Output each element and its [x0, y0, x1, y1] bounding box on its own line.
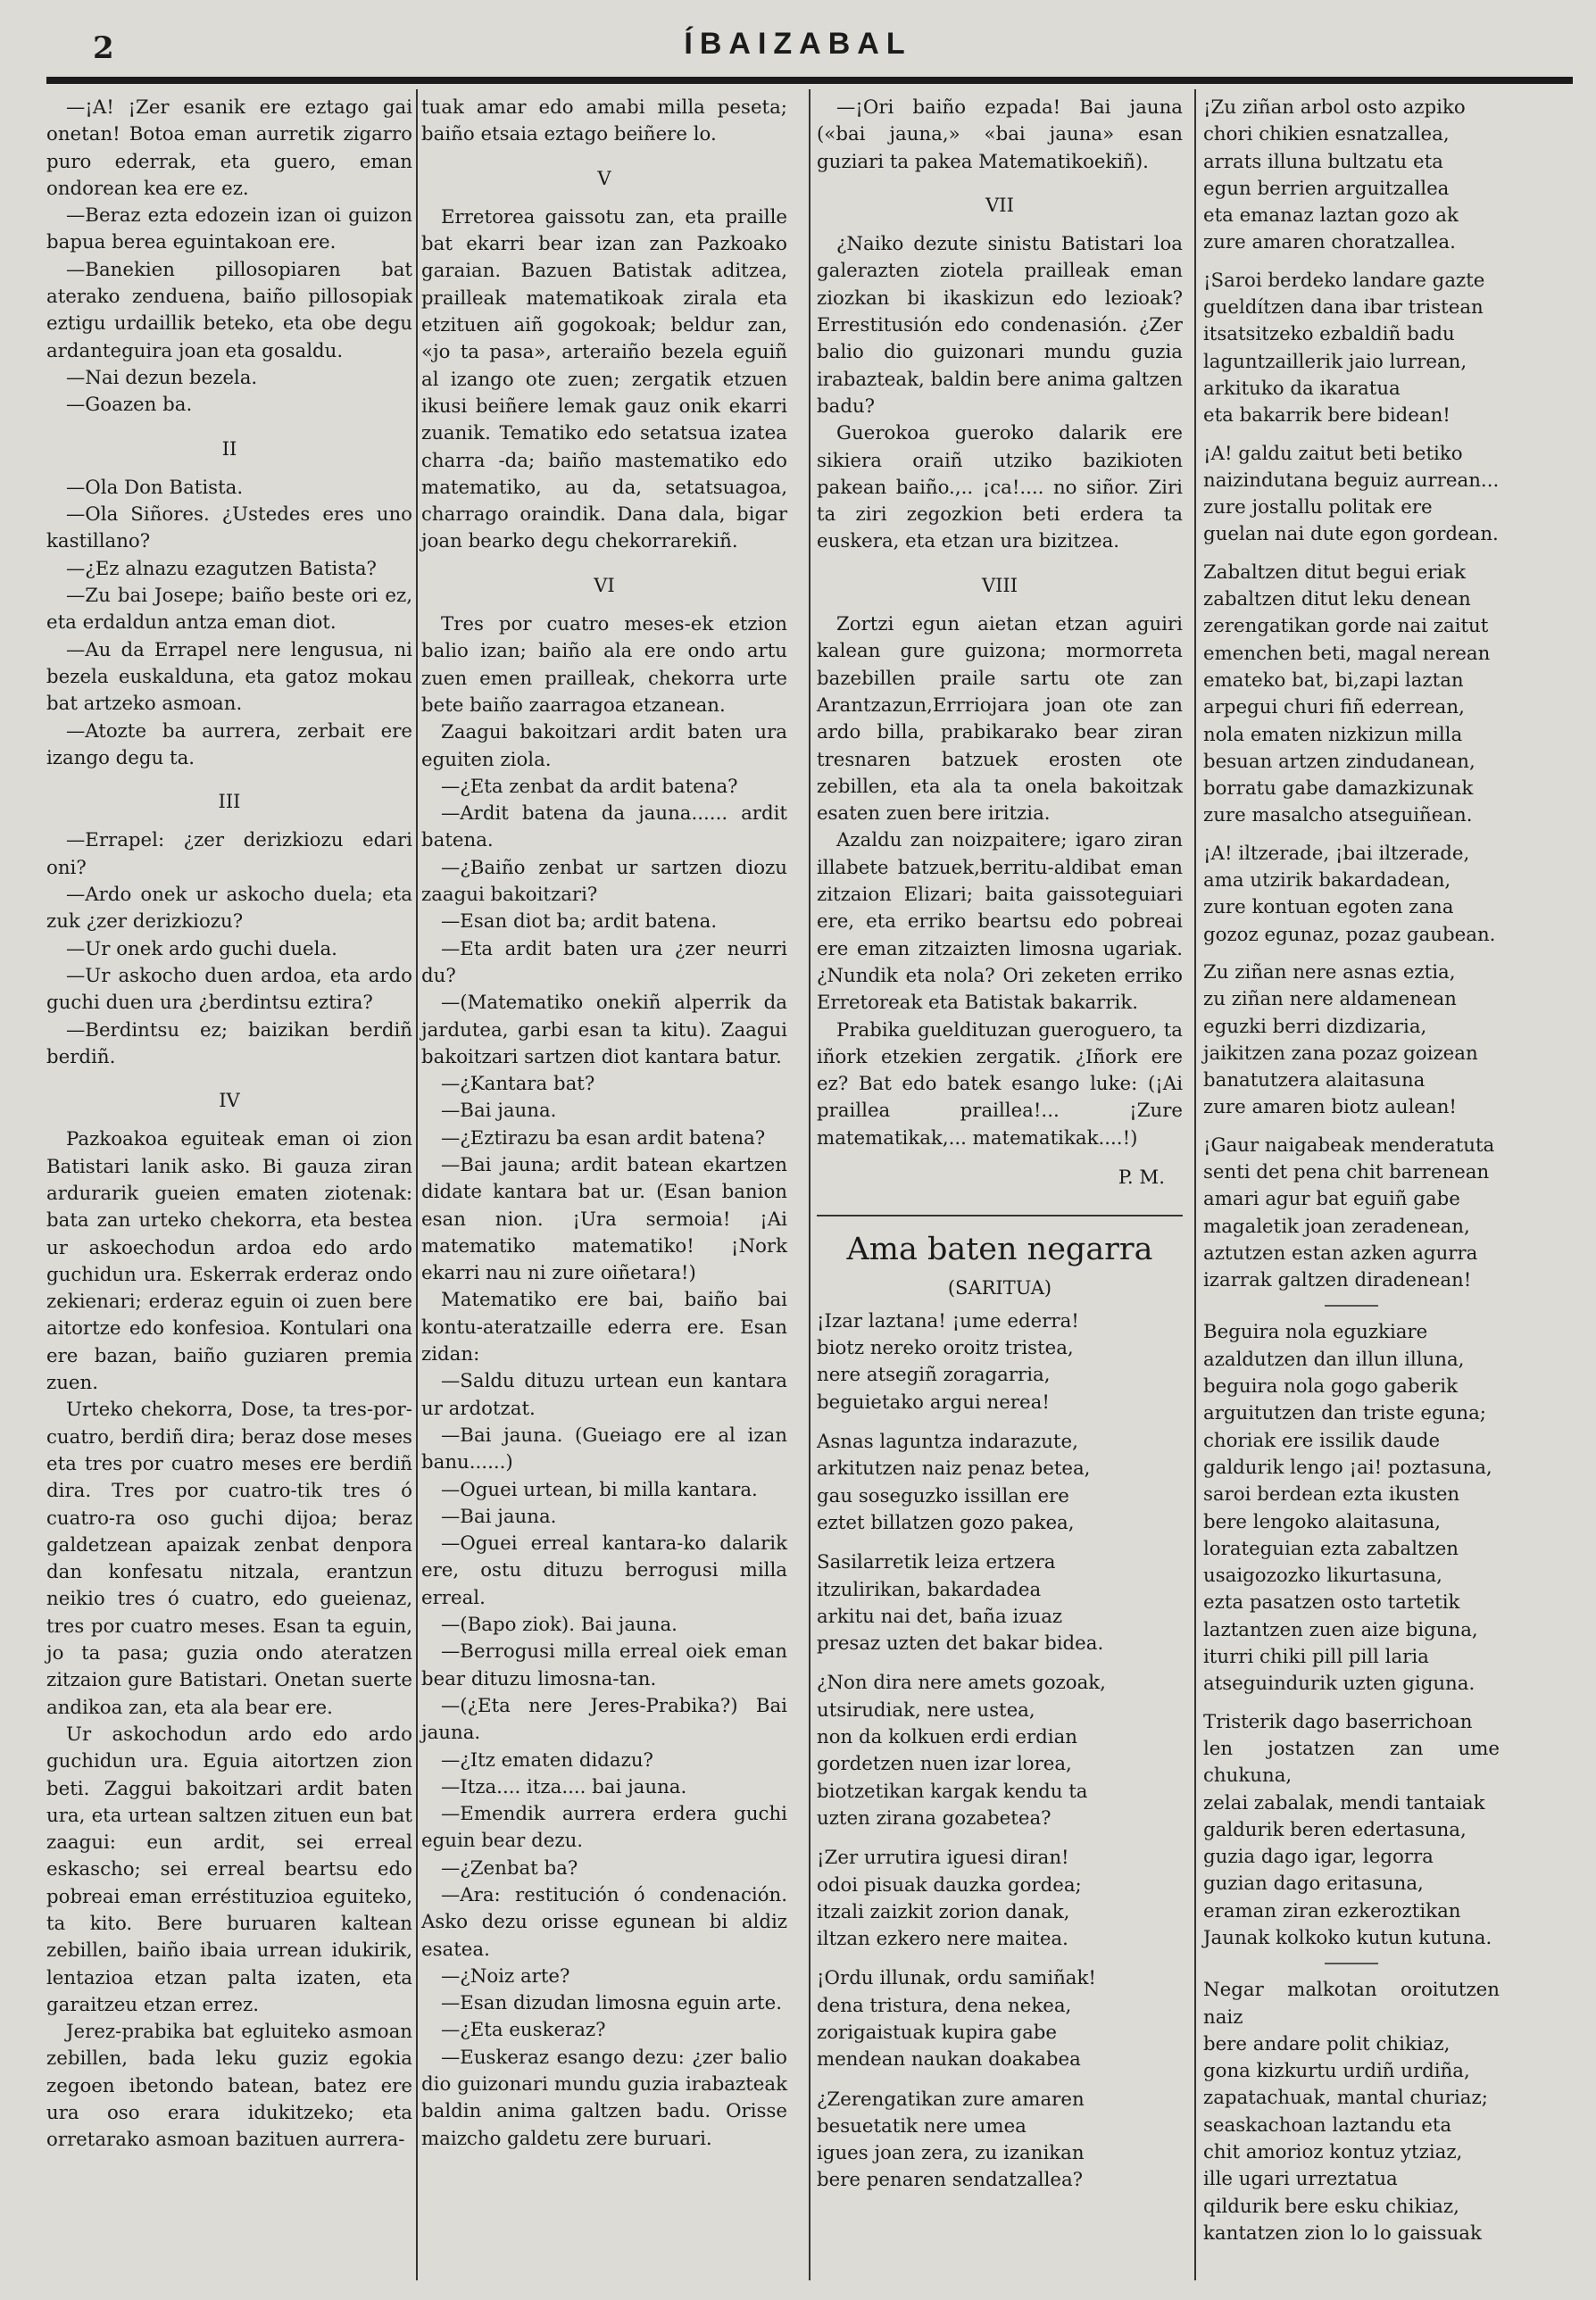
stanza	[817, 1845, 1183, 1953]
verse-line: besuetatik nere umea	[817, 2114, 1027, 2138]
masthead: ÍBAIZABAL	[684, 27, 912, 61]
verse-line: non da kolkuen erdi erdian	[817, 1726, 1078, 1749]
verse-line: nere atsegiñ zoragarria,	[817, 1364, 1051, 1387]
paragraph: —¿Ez alnazu ezagutzen Batista?	[66, 557, 377, 580]
verse-line: bere penaren sendatzallea?	[817, 2169, 1084, 2192]
paragraph: —Ardo onek ur askocho duela; eta zuk ¿zer derizkiozu?	[46, 884, 412, 934]
paragraph: —Zu bai Josepe; baiño beste ori ez, eta erdaldun antza eman diot.	[46, 585, 412, 635]
verse-line: Asnas laguntza indarazute,	[817, 1431, 1078, 1454]
paragraph: —(Matematiko onekiñ alperrik da jardutea, garbi esan ta kitu). Zaagui bakoitzari sartzen diot kantara batur.	[421, 992, 787, 1068]
verse-line: ¡Gaur naigabeak menderatuta	[1203, 1133, 1495, 1157]
verse-line: Zu ziñan nere asnas eztia,	[1203, 960, 1456, 984]
paragraph: —Bai jauna; ardit batean ekartzen didate kantara bat ur. (Esan banion esan nion. ¡Ura sermoia! ¡Ai matematiko matematiko! ¡Nork ekarri nau ni zure oiñetara!)	[421, 1153, 787, 1285]
verse-line: gordetzen nuen izar lorea,	[817, 1753, 1072, 1776]
verse-line: Sasilarretik leiza ertzera	[817, 1551, 1056, 1574]
verse-line: eraman ziran ezkeroztikan	[1203, 1899, 1461, 1922]
verse-line: galdurik lengo ¡ai! poztasuna,	[1203, 1456, 1492, 1479]
verse-line: arpegui churi fiñ ederrean,	[1203, 696, 1465, 719]
verse-line: itzali zaizkit zorion danak,	[817, 1900, 1070, 1923]
verse-line: besuan artzen zindudanean,	[1203, 750, 1475, 773]
section-rule	[817, 1215, 1183, 1216]
paragraph: —Oguei urtean, bi milla kantara.	[441, 1478, 758, 1501]
verse-line: igues joan zera, zu izanikan	[817, 2142, 1085, 2165]
verse-line: ¿Zerengatikan zure amaren	[817, 2088, 1085, 2111]
verse-line: zu ziñan nere aldamenean	[1203, 988, 1457, 1011]
verse-line: ¡Zer urrutira iguesi diran!	[817, 1847, 1069, 1870]
verse-line: ille ugari urreztatua	[1203, 2168, 1398, 2191]
verse-line: seaskachoan laztandu eta	[1203, 2113, 1452, 2137]
verse-line: saroi berdean ezta ikusten	[1203, 1483, 1460, 1507]
paragraph: —Euskeraz esango dezu: ¿zer balio dio guizonari mundu guzia irabazteak baldin anima galtzen badu. Orisse maizcho galdetu zere buruari.	[421, 2046, 787, 2150]
verse-line: guzian dago eritasuna,	[1203, 1872, 1424, 1896]
stanza	[1203, 959, 1500, 1122]
stanza	[817, 1670, 1183, 1832]
verse-line: lorateguian ezta zabaltzen	[1203, 1537, 1459, 1560]
verse-line: arguitutzen dan triste eguna;	[1203, 1402, 1486, 1425]
paragraph: —Saldu dituzu urtean eun kantara ur ardotzat.	[421, 1370, 787, 1420]
verse-line: galdurik beren edertasuna,	[1203, 1818, 1467, 1841]
verse-line: mendean naukan doakabea	[817, 2048, 1081, 2072]
verse-line: aztutzen estan azken agurra	[1203, 1241, 1478, 1265]
poem-title: Ama baten negarra	[846, 1232, 1153, 1268]
verse-line: gueldítzen dana ibar tristean	[1203, 296, 1484, 320]
verse-line: eguzki berri dizdizaria,	[1203, 1015, 1427, 1038]
paragraph: —Ardit batena da jauna...... ardit batena.	[421, 802, 787, 852]
paragraph: Prabika gueldituzan gueroguero, ta iñork etzekien zergatik. ¿Iñork ere ez? Bat edo batek esango luke: (¡Ai praillea praillea!... ¡Zure matematikak,... matematikak....!)	[817, 1018, 1183, 1150]
verse-line: beguira nola gogo gaberik	[1203, 1375, 1459, 1399]
column-divider	[416, 89, 418, 2280]
paragraph: —Bai jauna.	[441, 1505, 557, 1528]
section-heading: II	[221, 437, 237, 460]
paragraph: —Esan dizudan limosna eguin arte.	[441, 1992, 782, 2015]
paragraph: —Ur askocho duen ardoa, eta ardo guchi duen ura ¿berdintsu eztira?	[46, 964, 412, 1015]
verse-line: egun berrien arguitzallea	[1203, 177, 1450, 200]
paragraph: ¿Naiko dezute sinistu Batistari loa galerazten ziotela prailleak eman ziozkan bi ikaskizun edo lezioak? Errestitusión edo condenasión. ¿Zer balio dio guizonari mundu guzia irabazteak, baldin bere anima galtzen badu?	[817, 233, 1183, 418]
verse-line: ¡Zu ziñan arbol osto azpiko	[1203, 96, 1466, 119]
paragraph: Urteko chekorra, Dose, ta tres-por-cuatro, berdiñ dira; beraz dose meses eta tres por cuatro meses ere berdiñ dira. Tres por cuatro-tik tres ó cuatro-ra oso guchi dijoa; beraz galdetzean apaizak zenbat denpora dan konfesatu nitzala, erantzun neikio tres ó cuatro, edo gueienaz, tres por cuatro meses. Esan ta eguin, jo ta pasa; guzia ondo ateratzen zitzaion gure Batistari. Onetan suerte andikoa zan, eta ala bear ere.	[46, 1399, 412, 1719]
paragraph: —Ara: restitución ó condenación. Asko dezu orisse egunean bi aldiz esatea.	[421, 1884, 787, 1961]
stanza	[1203, 560, 1500, 830]
verse-line: kantatzen zion lo lo gaissuak	[1203, 2221, 1482, 2245]
stanza-separator	[1325, 1305, 1378, 1307]
verse-line: Beguira nola eguzkiare	[1203, 1321, 1428, 1344]
verse-line: Tristerik dago baserrichoan	[1203, 1710, 1473, 1733]
verse-line: qildurik bere esku chikiaz,	[1203, 2195, 1459, 2218]
paragraph: —¿Noiz arte?	[441, 1964, 570, 1988]
verse-line: ezta pasatzen osto tartetik	[1203, 1591, 1460, 1615]
verse-line: usaigozozko likurtasuna,	[1203, 1565, 1442, 1588]
verse-line: emateko bat, bi,zapi laztan	[1203, 668, 1464, 692]
paragraph: —Ola Don Batista.	[66, 476, 244, 499]
verse-line: chori chikien esnatzallea,	[1203, 123, 1450, 146]
paragraph: —Au da Errapel nere lengusua, ni bezela euskalduna, eta gatoz mokau bat artzeko asmoan.	[46, 638, 412, 716]
verse-line: len jostatzen zan ume chukuna,	[1203, 1737, 1500, 1788]
section-heading: V	[597, 167, 611, 189]
column-2	[421, 95, 787, 2153]
verse-line: zure amaren biotz aulean!	[1203, 1096, 1457, 1119]
paragraph: —¿Kantara bat?	[441, 1073, 595, 1096]
verse-line: gau soseguzko issillan ere	[817, 1484, 1069, 1507]
verse-line: arkitutzen naiz penaz betea,	[817, 1457, 1091, 1481]
verse-line: nola ematen nizkizun milla	[1203, 723, 1463, 746]
paragraph: —Eta ardit baten ura ¿zer neurri du?	[421, 937, 787, 987]
verse-line: Jaunak kolkoko kutun kutuna.	[1203, 1927, 1492, 1949]
paragraph: —¿Eta zenbat da ardit batena?	[441, 775, 738, 798]
paragraph: —Emendik aurrera erdera guchi eguin bear dezu.	[421, 1803, 787, 1853]
paragraph: Pazkoakoa eguiteak eman oi zion Batistari lanik asko. Bi gauza ziran ardurarik gueien ematen ziotenak: bata zan urteko chekorra, eta bestea ur askoechodun ardoa edo ardo guchidun ura. Eskerrak erderaz ondo zekienari; erderaz eguin oi zuen bere aitortze edo konfesioa. Kontulari ona ere bazan, baiño guziaren premia zuen.	[46, 1128, 412, 1395]
section-heading: VI	[594, 574, 615, 596]
stanza	[1203, 95, 1500, 257]
verse-line: magaletik joan zeradenean,	[1203, 1215, 1470, 1238]
paragraph: Zaagui bakoitzari ardit baten ura eguiten ziola.	[421, 721, 787, 771]
signature: P. M.	[1118, 1166, 1165, 1189]
verse-line: gona kizkurtu urdiñ urdiña,	[1203, 2060, 1470, 2083]
verse-line: zabaltzen ditut leku denean	[1203, 588, 1471, 611]
verse-line: ¡Saroi berdeko landare gazte	[1203, 269, 1485, 292]
paragraph: —¿Eta euskeraz?	[441, 2019, 606, 2042]
verse-line: zure kontuan egoten zana	[1203, 896, 1454, 919]
verse-line: guelan nai dute egon gordean.	[1203, 523, 1499, 546]
verse-line: utsirudiak, nere ustea,	[817, 1698, 1035, 1722]
stanza	[1203, 1319, 1500, 1698]
paragraph: —Nai dezun bezela.	[66, 366, 258, 389]
verse-line: dena tristura, dena nekea,	[817, 1994, 1072, 2017]
paragraph: —Errapel: ¿zer derizkiozu edari oni?	[46, 829, 412, 879]
verse-line: zure amaren choratzallea.	[1203, 231, 1456, 254]
verse-line: zorigaistuak kupira gabe	[817, 2022, 1058, 2044]
column-4	[1203, 95, 1500, 2258]
verse-line: naizindutana beguiz aurrean...	[1203, 469, 1500, 492]
column-divider	[1194, 89, 1196, 2280]
paragraph: Erretorea gaissotu zan, eta praille bat ekarri bear izan zan Pazkoako garaian. Bazuen Batistak aditzea, prailleak matematikoak zirala eta etzituen aiñ gogokoak; beldur zan, «jo ta pasa», arteraiño bezela eguiñ al izango ote zuen; zergatik etzuen ikusi beiñere lemak gauz onik ekarri zuanik. Tematiko edo setatsua izatea charra -da; baiño mastematiko edo matematiko, au da, setatsuagoa, charrago oraindik. Dana dala, bigar joan bearko degu chekorrarekiñ.	[421, 205, 787, 553]
poem	[817, 1308, 1183, 2195]
verse-line: eta emanaz laztan gozo ak	[1203, 204, 1459, 228]
column-3	[817, 95, 1183, 2207]
paragraph: —Oguei erreal kantara-ko dalarik ere, ostu dituzu berrogusi milla erreal.	[421, 1532, 787, 1609]
verse-line: arkitu nai det, baña izuaz	[817, 1605, 1063, 1628]
verse-line: choriak ere issilik daude	[1203, 1429, 1441, 1452]
stanza	[1203, 841, 1500, 949]
paragraph: —Ur onek ardo guchi duela.	[66, 937, 337, 960]
stanza	[817, 1308, 1183, 1416]
verse-line: ¡A! galdu zaitut beti betiko	[1203, 442, 1463, 465]
paragraph: —Goazen ba.	[66, 394, 193, 417]
verse-line: itzulirikan, bakardadea	[817, 1578, 1042, 1601]
verse-line: izarrak galtzen diradenean!	[1203, 1269, 1472, 1292]
verse-line: Negar malkotan oroitutzen naiz	[1203, 1979, 1500, 2029]
verse-line: zelai zabalak, mendi tantaiak	[1203, 1791, 1485, 1814]
paragraph: Tres por cuatro meses-ek etzion balio izan; baiño ala ere ondo artu zuen emen prailleak, chekorra urte bete baiño zaarragoa etzanean.	[421, 613, 787, 717]
verse-line: arkituko da ikaratua	[1203, 377, 1401, 400]
verse-line: bere andare polit chikiaz,	[1203, 2032, 1451, 2055]
verse-line: laztantzen zuen aize biguna,	[1203, 1618, 1478, 1641]
verse-line: zerengatikan gorde nai zaitut	[1203, 615, 1489, 638]
verse-line: eztet billatzen gozo pakea,	[817, 1511, 1075, 1534]
verse-line: ¡Izar laztana! ¡ume ederra!	[817, 1309, 1079, 1333]
paragraph: —Beraz ezta edozein izan oi guizon bapua berea eguintakoan ere.	[46, 204, 412, 254]
poem-subtitle: (SARITUA)	[947, 1276, 1052, 1299]
stanza	[1203, 441, 1500, 549]
column-divider	[809, 89, 810, 2280]
verse-line: guzia dago igar, legorra	[1203, 1846, 1434, 1869]
section-heading: VIII	[981, 574, 1018, 596]
verse-line: ¡A! iltzerade, ¡bai iltzerade,	[1203, 842, 1470, 865]
stanza	[1203, 1977, 1500, 2247]
section-heading: VII	[985, 194, 1014, 216]
paragraph: —(Bapo ziok). Bai jauna.	[441, 1614, 677, 1637]
verse-line: senti det pena chit barrenean	[1203, 1160, 1490, 1183]
verse-line: borratu gabe damazkizunak	[1203, 777, 1474, 801]
stanza	[817, 1549, 1183, 1657]
verse-line: ama utzirik bakardadean,	[1203, 869, 1451, 893]
verse-line: beguietako argui nerea!	[817, 1391, 1050, 1414]
paragraph: —¿Eztirazu ba esan ardit batena?	[441, 1126, 766, 1150]
verse-line: Zabaltzen ditut begui eriak	[1203, 560, 1466, 584]
paragraph: —Berrogusi milla erreal oiek eman bear dituzu limosna-tan.	[421, 1640, 787, 1690]
paragraph: —Atozte ba aurrera, zerbait ere izango degu ta.	[46, 719, 412, 769]
stanza	[1203, 1709, 1500, 1953]
verse-line: bere lengoko alaitasuna,	[1203, 1510, 1441, 1533]
verse-line: zure jostallu politak ere	[1203, 496, 1433, 519]
verse-line: jaikitzen zana pozaz goizean	[1203, 1042, 1478, 1065]
verse-line: biotz nereko oroitz tristea,	[817, 1337, 1074, 1360]
paragraph: Azaldu zan noizpaitere; igaro ziran illabete batzuek,berritu-aldibat eman zitzaion Elizari; baita gaissoteguiari ere, eta erriko beartsu edo pobreai ere eman zitzaizten limosna ugariak. ¿Nundik eta nola? Ori zeketen erriko Erretoreak eta Batistak bakarrik.	[817, 829, 1183, 1015]
paragraph: —Bai jauna.	[441, 1100, 557, 1123]
verse-line: gozoz egunaz, pozaz gaubean.	[1203, 923, 1496, 946]
paragraph: Guerokoa gueroko dalarik ere sikiera oraiñ utziko bazikioten pakean baiño.,.. ¡ca!.... no siñor. Ziri ta ziri zegozkion beti erdera ta euskera, eta etzan ura bizitzea.	[817, 422, 1183, 553]
verse-line: uzten zirana gozabetea?	[817, 1806, 1052, 1830]
verse-line: iltzan ezkero nere maitea.	[817, 1928, 1068, 1951]
stanza	[817, 2087, 1183, 2195]
verse-line: emenchen beti, magal nerean	[1203, 642, 1491, 665]
verse-line: atseguindurik uzten giguna.	[1203, 1673, 1475, 1696]
paragraph: —¿Itz ematen didazu?	[441, 1748, 653, 1772]
verse-line: arrats illuna bultzatu eta	[1203, 150, 1443, 173]
verse-line: ¡Ordu illunak, ordu samiñak!	[817, 1967, 1096, 1990]
verse-line: amari agur bat eguiñ gabe	[1203, 1188, 1460, 1211]
verse-line: ¿Non dira nere amets gozoak,	[817, 1672, 1106, 1695]
paragraph: —Ola Siñores. ¿Ustedes eres uno kastillano?	[46, 503, 412, 553]
verse-line: biotzetikan kargak kendu ta	[817, 1780, 1088, 1803]
paragraph: —¡Ori baiño ezpada! Bai jauna («bai jauna,» «bai jauna» esan guziari ta pakea Matematikoekiñ).	[817, 96, 1183, 173]
verse-line: laguntzaillerik jaio lurrean,	[1203, 350, 1467, 373]
stanza	[1203, 268, 1500, 430]
verse-line: itsatsitzeko ezbaldiñ badu	[1203, 323, 1455, 346]
verse-line: chit amorioz kontuz ytziaz,	[1203, 2141, 1463, 2164]
paragraph: —¿Baiño zenbat ur sartzen diozu zaagui bakoitzari?	[421, 856, 787, 907]
stanza	[817, 1429, 1183, 1537]
paragraph: —Berdintsu ez; baizikan berdiñ berdiñ.	[46, 1018, 412, 1068]
paragraph: —Banekien pillosopiaren bat aterako zenduena, baiño pillosopiak eztigu urdaillik beteko, eta obe degu ardanteguira joan eta gosaldu.	[46, 258, 412, 362]
verse-line: zure masalcho atseguiñean.	[1203, 804, 1473, 827]
section-heading: III	[218, 791, 241, 813]
paragraph: Matematiko ere bai, baiño bai kontu-ateratzaille ederra ere. Esan zidan:	[421, 1289, 787, 1366]
paragraph: —¡A! ¡Zer esanik ere eztago gai onetan! Botoa eman aurretik zigarro puro ederrak, eta guero, eman ondorean kea ere ez.	[46, 96, 412, 200]
paragraph: —Esan diot ba; ardit batena.	[441, 910, 718, 934]
paragraph: —Bai jauna. (Gueiago ere al izan banu......)	[421, 1424, 787, 1474]
paragraph: tuak amar edo amabi milla peseta; baiño etsaia eztago beiñere lo.	[421, 96, 787, 146]
page-header	[0, 25, 1596, 79]
stanza	[1203, 1133, 1500, 1295]
verse-line: azaldutzen dan illun illuna,	[1203, 1348, 1465, 1371]
paragraph: Zortzi egun aietan etzan aguiri kalean gure guizona; mormorreta bazebillen praile sartu ote zan Arantzazun,Errriojara joan ote zan ardo billa, prabikarako bear ziran tresnaren batzuek erosten ote zebillen, eta ala ta onela bakoitzak esaten zuen bere iritzia.	[817, 613, 1183, 826]
section-heading: IV	[219, 1090, 240, 1112]
paragraph: —Itza.... itza.... bai jauna.	[441, 1775, 687, 1798]
verse-line: presaz uzten det bakar bidea.	[817, 1632, 1104, 1656]
paragraph: Jerez-prabika bat egluiteko asmoan zebillen, bada leku guziz egokia zegoen ibetondo batean, batez ere ura oso erara idukitzeko; eta orretarako asmoan bazituen aurrera-	[46, 2021, 412, 2152]
paragraph: —¿Zenbat ba?	[441, 1856, 578, 1880]
verse-line: zapatachuak, mantal churiaz;	[1203, 2087, 1488, 2110]
paragraph: Ur askochodun ardo edo ardo guchidun ura. Eguia aitortzen zion beti. Zaggui bakoitzari ardit baten ura, eta urtean saltzen zituen eun bat zaagui: eun ardit, sei erreal eskascho; sei erreal beartsu edo pobreai eman erréstituzioa eguiteko, ta kito. Bere buruaren kaltean zebillen, baiño ibaia urrean idukirik, lentazioa etzan palta izaten, eta garaitzeu etzan errez.	[46, 1723, 412, 2016]
header-rule	[46, 77, 1573, 84]
verse-line: banatutzera alaitasuna	[1203, 1069, 1426, 1092]
verse-line: odoi pisuak dauzka gordea;	[817, 1873, 1082, 1897]
page-number: 2	[93, 30, 114, 66]
paragraph: —(¿Eta nere Jeres-Prabika?) Bai jauna.	[421, 1694, 787, 1745]
column-1	[46, 95, 412, 2155]
stanza	[817, 1965, 1183, 2073]
verse-line: iturri chiki pill pill laria	[1203, 1646, 1429, 1669]
verse-line: eta bakarrik bere bidean!	[1203, 404, 1451, 428]
stanza-separator	[1325, 1963, 1378, 1964]
